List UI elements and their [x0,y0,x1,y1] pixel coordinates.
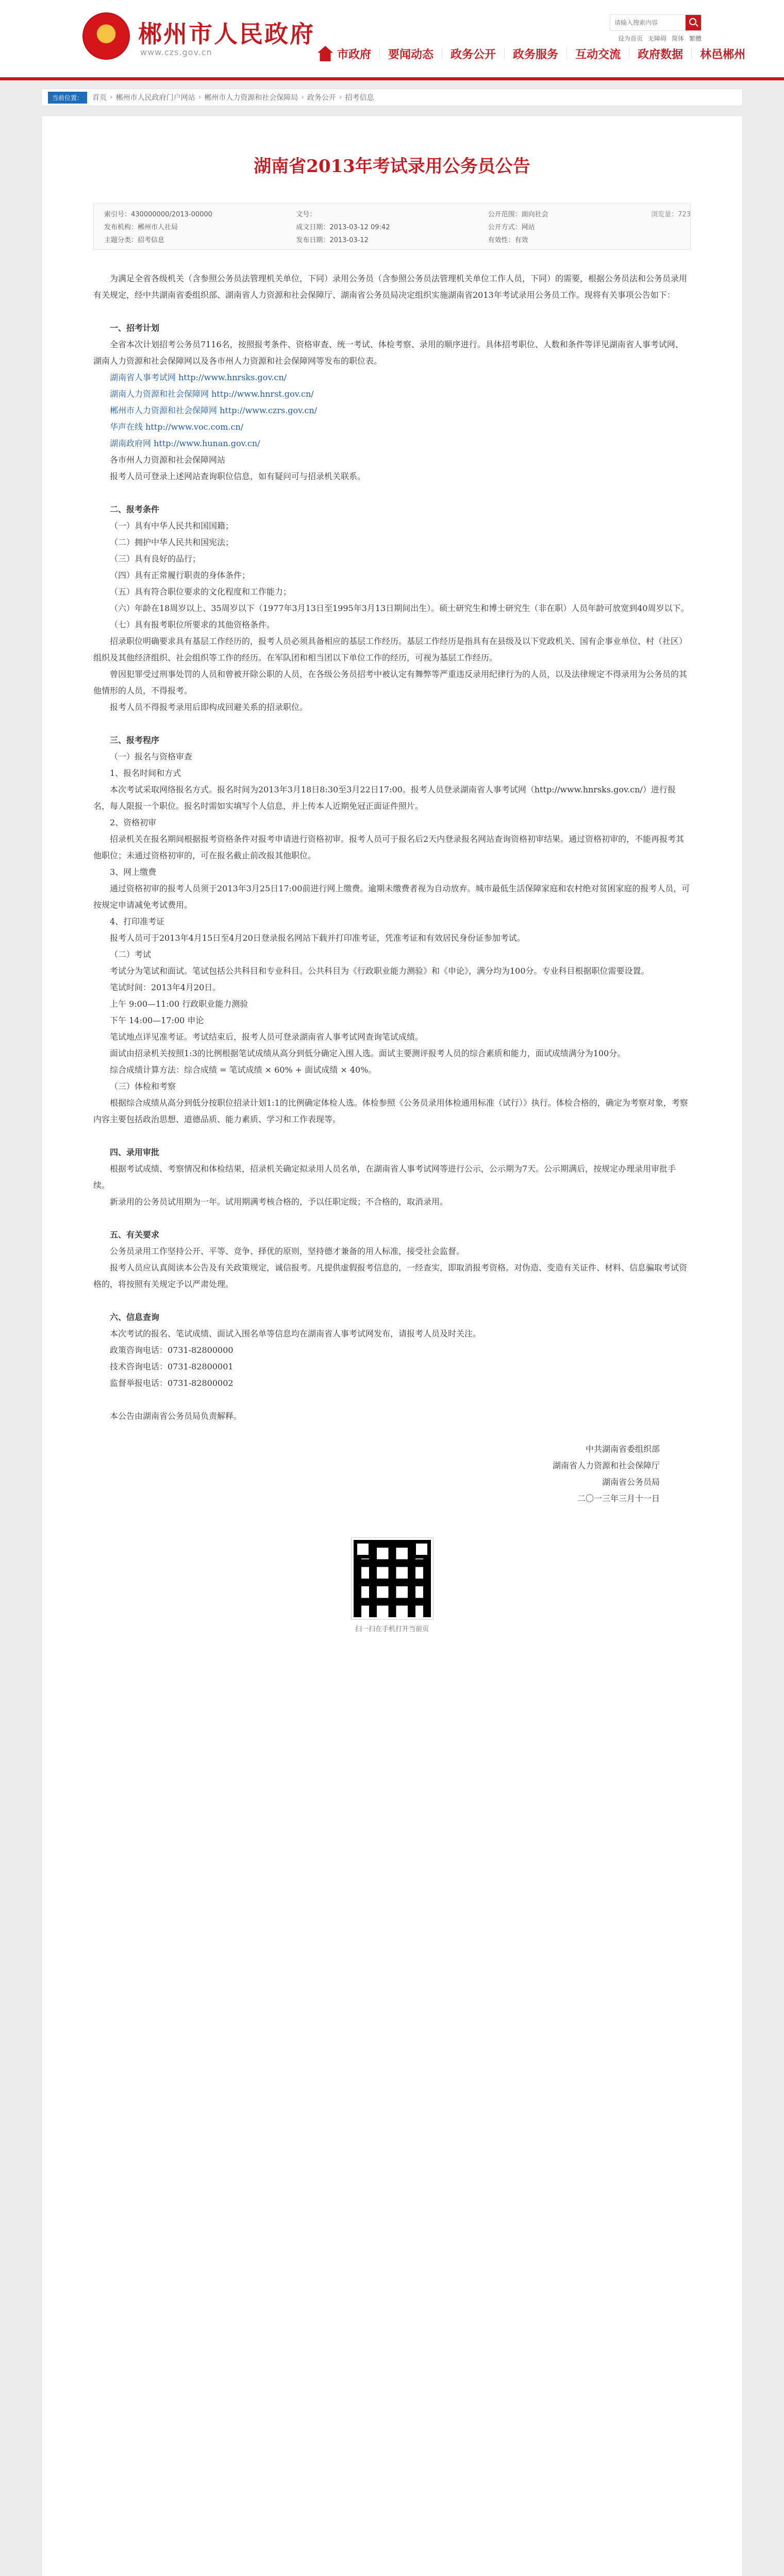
article-meta [93,203,691,250]
breadcrumb-portal[interactable]: 郴州市人民政府门户网站 [115,94,195,102]
paragraph: 根据综合成绩从高分到低分按职位招录计划1:1的比例确定体检人选。体检参照《公务员录用体检通用标准（试行）》执行。体检合格的，确定为考察对象，考察内容主要包括政治思想、道德品质、能力素质、学习和工作表现等。 [93,1098,688,1124]
meta-publish-date: 发布日期：2013-03-12 [296,236,369,244]
paragraph: 通过资格初审的报考人员须于2013年3月25日17:00前进行网上缴费。逾期未缴费者视为自动放弃。城市最低生活保障家庭和农村绝对贫困家庭的报考人员，可按规定申请减免考试费用。 [93,884,690,910]
meta-publisher: 发布机构：郴州市人社局 [104,224,178,231]
section-heading: 五、有关要求 [110,1230,160,1240]
paragraph: 报考人员不得报考录用后即构成回避关系的招录职位。 [110,702,308,712]
paragraph: 考试分为笔试和面试。笔试包括公共科目和专业科目。公共科目为《行政职业能力测验》和《申论》，满分均为100分。专业科目根据职位需要设置。 [110,966,649,976]
paragraph: （七）具有报考职位所要求的其他资格条件。 [110,620,275,630]
paragraph-spacer [93,1425,691,1441]
paragraph: 本公告由湖南省公务员局负责解释。 [110,1411,242,1421]
paragraph: 新录用的公务员试用期为一年。试用期满考核合格的，予以任职定级；不合格的，取消录用。 [110,1197,448,1207]
section-heading: 三、报考程序 [110,735,160,745]
site-url: www.czs.gov.cn [140,47,212,57]
nav-item-data[interactable]: 政府数据 [638,48,683,61]
location-badge: 当前位置： [48,92,87,104]
search-box [610,14,702,31]
nav-item-news[interactable]: 要闻动态 [388,48,434,61]
qr-block [351,1538,433,1633]
paragraph-spacer [93,716,691,732]
paragraph: （三）体检和考察 [110,1081,176,1091]
signature-line: 二〇一三年三月十一日 [577,1494,660,1503]
paragraph: 上午 9:00—11:00 行政职业能力测验 [110,999,248,1009]
view-count: 浏览量：723 [651,211,691,218]
main-nav [309,43,754,64]
meta-method: 公开方式：网站 [488,224,535,231]
qr-label: 扫一扫在手机打开当前页 [355,1625,429,1633]
paragraph: （六）年龄在18周岁以上、35周岁以下（1977年3月13日至1995年3月13日期间出生）。硕士研究生和博士研究生（非在职）人员年龄可放宽到40周岁以下。 [110,603,689,613]
signature-line: 湖南省人力资源和社会保障厅 [552,1461,660,1470]
paragraph: 2、资格初审 [110,818,157,827]
reference-link[interactable]: 华声在线 http://www.voc.com.cn/ [110,422,244,432]
paragraph: 曾因犯罪受过刑事处罚的人员和曾被开除公职的人员，在各级公务员招考中被认定有舞弊等严重违反录用纪律行为的人员，以及法律规定不得录用为公务员的其他情形的人员，不得报考。 [93,669,688,696]
meta-category: 主题分类：招考信息 [104,236,165,244]
reference-link[interactable]: 湖南政府网 http://www.hunan.gov.cn/ [110,438,260,448]
paragraph-spacer [93,1210,691,1227]
meta-scope: 公开范围：面向社会 [488,211,548,218]
paragraph: （二）拥护中华人民共和国宪法； [110,537,234,547]
section-heading: 一、招考计划 [110,323,160,333]
meta-written-date: 成文日期：2013-03-12 09:42 [296,224,390,231]
breadcrumb [41,89,743,106]
paragraph: 技术咨询电话：0731-82800001 [110,1362,233,1371]
nav-item-linyi-chenzhou[interactable]: 林邑郴州 [700,48,746,61]
nav-label: 市政府 [337,48,372,61]
quick-link-simplified[interactable]: 简体 [671,35,684,42]
quick-link-traditional[interactable]: 繁體 [689,35,702,42]
section-heading: 二、报考条件 [110,504,160,514]
reference-link[interactable]: 郴州市人力资源和社会保障网 http://www.czrs.gov.cn/ [110,405,318,415]
meta-validity: 有效性：有效 [488,236,528,244]
paragraph: 政策咨询电话：0731-82800000 [110,1345,233,1355]
nav-item-city-government[interactable] [309,43,379,64]
home-icon [318,46,333,61]
paragraph: 综合成绩计算方法：综合成绩 = 笔试成绩 × 60% + 面试成绩 × 40%。 [110,1065,377,1075]
paragraph: （一）具有中华人民共和国国籍； [110,521,234,531]
paragraph: 笔试地点详见准考证。考试结束后，报考人员可登录湖南省人事考试网查询笔试成绩。 [110,1032,424,1042]
paragraph: 下午 14:00—17:00 申论 [110,1015,204,1025]
article-title: 湖南省2013年考试录用公务员公告 [254,156,530,177]
breadcrumb-separator: › [110,93,113,101]
paragraph: （五）具有符合职位要求的文化程度和工作能力； [110,587,292,597]
quick-link-accessibility[interactable]: 无障碍 [647,35,666,42]
signature-line: 中共湖南省委组织部 [585,1444,660,1454]
paragraph: 3、网上缴费 [110,867,157,877]
national-emblem-icon[interactable] [82,12,130,60]
section-heading: 四、录用审批 [110,1147,160,1157]
reference-link[interactable]: 湖南人力资源和社会保障网 http://www.hnrst.gov.cn/ [110,389,314,399]
breadcrumb-open-gov[interactable]: 政务公开 [307,94,336,102]
nav-item-open-government[interactable]: 政务公开 [451,48,496,61]
header-divider [0,77,784,80]
paragraph: 报考人员应认真阅读本公告及有关政策规定，诚信报考。凡提供虚假报考信息的，一经查实，即取消报考资格。对伪造、变造有关证件、材料、信息骗取考试资格的，将按照有关规定予以严肃处理。 [93,1263,688,1289]
paragraph: （二）考试 [110,950,152,959]
breadcrumb-recruitment[interactable]: 招考信息 [345,94,374,102]
breadcrumb-bureau[interactable]: 郴州市人力资源和社会保障局 [204,94,298,102]
paragraph: 监督举报电话：0731-82800002 [110,1378,233,1388]
paragraph: 公务员录用工作坚持公开、平等、竞争、择优的原则，坚持德才兼备的用人标准，接受社会监督。 [110,1246,465,1256]
qr-code-icon [352,1538,433,1619]
paragraph: 笔试时间：2013年4月20日。 [110,982,221,992]
paragraph-spacer [93,303,691,320]
paragraph-spacer [93,485,691,501]
breadcrumb-separator: › [198,93,202,101]
paragraph-spacer [93,1128,691,1144]
paragraph: 根据考试成绩、考察情况和体检结果，招录机关确定拟录用人员名单，在湖南省人事考试网等进行公示，公示期为7天。公示期满后，按规定办理录用审批手续。 [93,1164,676,1190]
paragraph: 报考人员可于2013年4月15日至4月20日登录报名网站下载并打印准考证，凭准考证和有效居民身份证参加考试。 [110,933,525,943]
breadcrumb-separator: › [301,93,304,101]
quick-link-home[interactable]: 设为首页 [618,35,643,42]
site-header [0,0,784,77]
paragraph: （一）报名与资格审查 [110,752,193,761]
paragraph: 4、打印准考证 [110,917,165,926]
paragraph: （三）具有良好的品行； [110,554,201,564]
nav-item-services[interactable]: 政务服务 [513,48,559,61]
paragraph: 1、报名时间和方式 [110,768,181,778]
breadcrumb-home[interactable]: 首页 [92,94,107,102]
paragraph: 报考人员可登录上述网站查询职位信息，如有疑问可与招录机关联系。 [110,471,366,481]
site-title[interactable]: 郴州市人民政府 [138,20,315,48]
meta-index-number: 索引号：430000000/2013-00000 [104,211,212,218]
signature-line: 湖南省公务员局 [602,1477,660,1487]
paragraph: 面试由招录机关按照1:3的比例根据笔试成绩从高分到低分确定入围人选。面试主要测评报考人员的综合素质和能力，面试成绩满分为100分。 [110,1048,626,1058]
quick-links [618,34,702,43]
paragraph: 招录机关在报名期间根据报考资格条件对报考申请进行资格初审。报考人员可于报名后2天内登录报名网站查询资格初审结果。通过资格初审的，不能再报考其他职位；未通过资格初审的，可在报名截止前改报其他职位。 [93,834,685,860]
section-heading: 六、信息查询 [110,1312,160,1322]
paragraph: 本次考试采取网络报名方式。报名时间为2013年3月18日8:30至3月22日17:00。报考人员登录湖南省人事考试网（http://www.hnrsks.gov.cn/）进行报名，每人限报一个职位。报名时需如实填写个人信息，并上传本人近期免冠正面证件照片。 [93,785,676,811]
search-input[interactable] [610,15,686,30]
paragraph: （四）具有正常履行职责的身体条件； [110,570,251,580]
paragraph-spacer [93,1392,691,1408]
paragraph: 各市州人力资源和社会保障网站 [110,455,226,465]
paragraph: 本次考试的报名、笔试成绩、面试入围名单等信息均在湖南省人事考试网发布，请报考人员及时关注。 [110,1329,481,1338]
article-body [93,270,691,1507]
paragraph: 招录职位明确要求具有基层工作经历的，报考人员必须具备相应的基层工作经历。基层工作经历是指具有在县级及以下党政机关、国有企事业单位、村（社区）组织及其他经济组织、社会组织等工作的经历。在军队团和相当团以下单位工作的经历，可视为基层工作经历。 [93,636,688,663]
search-icon[interactable] [686,15,701,30]
paragraph: 全省本次计划招考公务员7116名，按照报考条件、资格审查、统一考试、体检考察、录用的顺序进行。具体招考职位、人数和条件等详见湖南省人事考试网、湖南人力资源和社会保障网以及各市州人力资源和社会保障网等发布的职位表。 [93,340,683,366]
nav-item-interaction[interactable]: 互动交流 [575,48,621,61]
reference-link[interactable]: 湖南省人事考试网 http://www.hnrsks.gov.cn/ [110,372,287,382]
paragraph: 为满足全省各级机关（含参照公务员法管理机关单位，下同）录用公务员（含参照公务员法管理机关单位工作人员，下同）的需要，根据公务员法和公务员录用有关规定，经中共湖南省委组织部、湖南省人力资源和社会保障厅、湖南省公务员局决定组织实施湖南省2013年考试录用公务员工作。现将有关事项公告如下： [93,274,688,300]
breadcrumb-separator: › [339,93,342,101]
article [41,115,743,2576]
paragraph-spacer [93,1293,691,1309]
meta-doc-number: 文号： [296,211,316,218]
